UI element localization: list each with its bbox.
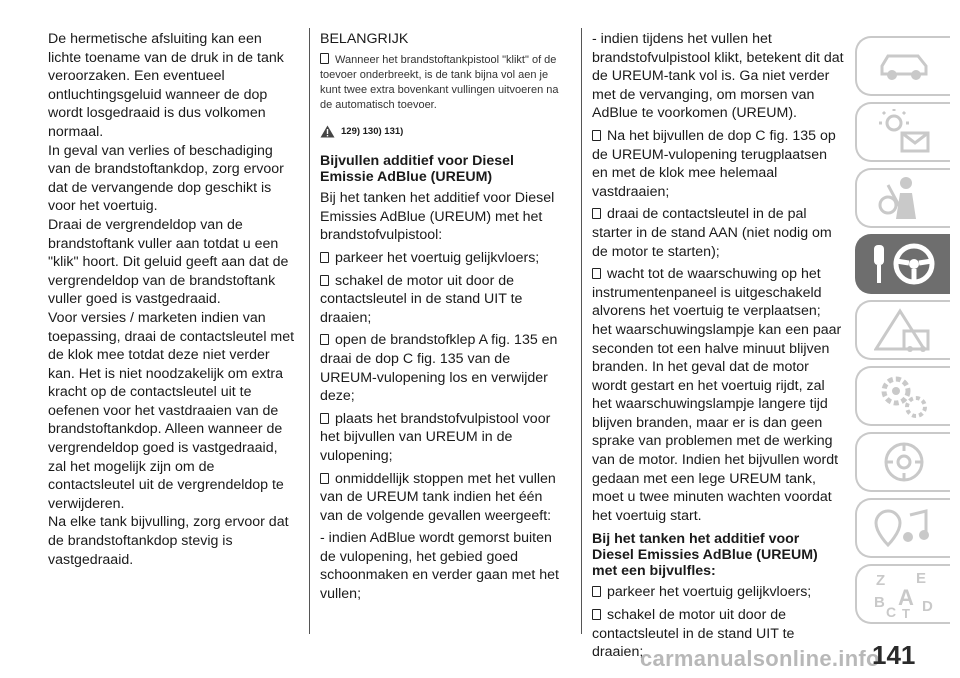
list-item: draai de contactsleutel in de pal starter in de stand AAN (niet nodig om de motor te starten);	[592, 206, 832, 260]
list-item: plaats het brandstofvulpistool voor het bijvullen van UREUM in de vulopening;	[320, 410, 551, 464]
bullet-square-icon	[592, 208, 601, 219]
tab-maintenance[interactable]	[855, 366, 950, 426]
index-letter: A	[897, 585, 914, 610]
paragraph: Bij het tanken het additief voor Diesel Emissies AdBlue (UREUM) met het brandstofvulpistool:	[320, 190, 555, 244]
tab-dashboard-lights[interactable]	[855, 102, 950, 162]
bullet-square-icon	[320, 413, 329, 424]
paragraph: De hermetische afsluiting kan een lichte toename van de druk in de tank veroorzaken. Een eventueel ontluchtingsgeluid wanneer de dop wordt losgedraaid is dus volkomen normaal.	[48, 31, 284, 140]
warning-references: 129) 130) 131)	[320, 123, 568, 142]
tab-index[interactable]	[855, 564, 950, 624]
safety-icon	[874, 175, 934, 221]
section-heading: Bijvullen additief voor Diesel Emissie AdBlue (UREUM)	[320, 153, 514, 186]
emergency-icon	[874, 307, 934, 353]
tab-multimedia[interactable]	[855, 498, 950, 558]
list-item: schakel de motor uit door de contactsleutel in de stand UIT te draaien;	[592, 607, 795, 661]
tab-safety[interactable]	[855, 168, 950, 228]
bullet-square-icon	[320, 53, 329, 64]
index-icon	[872, 569, 936, 619]
warning-triangle-icon	[320, 125, 335, 138]
page-number: 141	[872, 640, 916, 670]
column-divider	[581, 28, 582, 634]
paragraph: Voor versies / marketen indien van toepassing, draai de contactsleutel met de klok mee totdat deze niet verder kan. Het is niet noodzakelijk om extra kracht op de contactsleutel uit te oefenen voor het vastdraaien van de brandstoftankdop. Alleen wanneer de vergrendeldop goed is vastgedraaid, zal het mogelijk zijn om de contactsleutel uit de vergrendeldop te verwijderen.	[48, 309, 295, 512]
bullet-square-icon	[320, 334, 329, 345]
car-icon	[874, 46, 934, 86]
paragraph: Na elke tank bijvulling, zorg ervoor dat de brandstoftankdop stevig is vastgedraaid.	[48, 514, 289, 568]
section-heading: Bij het tanken het additief voor Diesel Emissies AdBlue (UREUM) met een bijvulfles:	[592, 531, 818, 580]
column-1	[48, 30, 298, 569]
column-3	[592, 30, 844, 666]
bullet-square-icon	[592, 130, 601, 141]
list-item: open de brandstofklep A fig. 135 en draai de dop C fig. 135 van de UREUM-vulopening los en verwijder deze;	[320, 332, 558, 405]
index-letter: E	[915, 570, 926, 587]
multimedia-icon	[874, 505, 934, 551]
index-letter: T	[901, 606, 910, 619]
index-letter: C	[885, 604, 896, 619]
list-item: parkeer het voertuig gelijkvloers;	[320, 249, 568, 268]
index-letter: Z	[875, 572, 885, 589]
tab-car[interactable]	[855, 36, 950, 96]
dash-item: - indien AdBlue wordt gemorst buiten de vulopening, het gebied goed schoonmaken en verder gaan met het vullen;	[320, 530, 559, 603]
dash-item: - indien tijdens het vullen het brandstofvulpistool klikt, betekent dit dat de UREUM-tank vol is. Ga niet verder met de vervanging, om morsen van AdBlue te voorkomen (UREUM).	[592, 31, 844, 122]
list-item: onmiddellijk stoppen met het vullen van de UREUM tank indien het één van de volgende gevallen weergeeft:	[320, 470, 556, 524]
technical-data-icon	[874, 439, 934, 485]
starting-driving-icon	[868, 241, 940, 287]
bullet-square-icon	[320, 275, 329, 286]
note-title: BELANGRIJK	[320, 31, 409, 47]
list-item: schakel de motor uit door de contactsleutel in de stand UIT te draaien;	[320, 272, 523, 326]
watermark: carmanualsonline.info	[640, 646, 880, 671]
tab-emergency[interactable]	[855, 300, 950, 360]
column-2	[320, 30, 568, 604]
list-item: Na het bijvullen de dop C fig. 135 op de UREUM-vulopening terugplaatsen en met de klok mee helemaal vastdraaien;	[592, 127, 836, 200]
tab-technical-data[interactable]	[855, 432, 950, 492]
list-item: wacht tot de waarschuwing op het instrumentenpaneel is uitgeschakeld alvorens het voertuig te verplaatsen; het waarschuwingslampje kan een paar seconden tot een halve minuut blijven branden. In het geval dat de motor wordt gestart en het voertuig rijdt, zal het waarschuwingslampje langere tijd blijven branden, maar er is dan geen sprake van problemen met de werking van de motor. Indien het bijvullen wordt gedaan met een lege UREUM tank, moet u twee minuten wachten voordat het voertuig start.	[592, 266, 842, 524]
list-item: parkeer het voertuig gelijkvloers;	[592, 583, 844, 602]
tab-starting-driving[interactable]	[855, 234, 950, 294]
bullet-square-icon	[320, 473, 329, 484]
note-text: Wanneer het brandstoftankpistool "klikt" of de toevoer onderbreekt, is de tank bijna vol aen je kunt twee extra bovenkant vullingen uitvoeren na de automatisch toevoer.	[320, 53, 559, 111]
index-letter: D	[921, 598, 933, 615]
paragraph: Draai de vergrendeldop van de brandstoftank vuller aan totdat u een "klik" hoort. Dit geluid geeft aan dat de vergrendeldop van de brandstoftank vuller goed is vastgedraaid.	[48, 216, 289, 308]
dashboard-lights-icon	[874, 109, 934, 155]
bullet-square-icon	[592, 586, 601, 597]
bullet-square-icon	[320, 252, 329, 263]
paragraph: In geval van verlies of beschadiging van de brandstoftankdop, zorg ervoor dat de vervangende dop geschikt is voor het voertuig.	[48, 142, 284, 215]
column-divider	[309, 28, 310, 634]
bullet-square-icon	[592, 609, 601, 620]
maintenance-icon	[874, 373, 934, 419]
index-letter: B	[873, 594, 885, 611]
bullet-square-icon	[592, 268, 601, 279]
